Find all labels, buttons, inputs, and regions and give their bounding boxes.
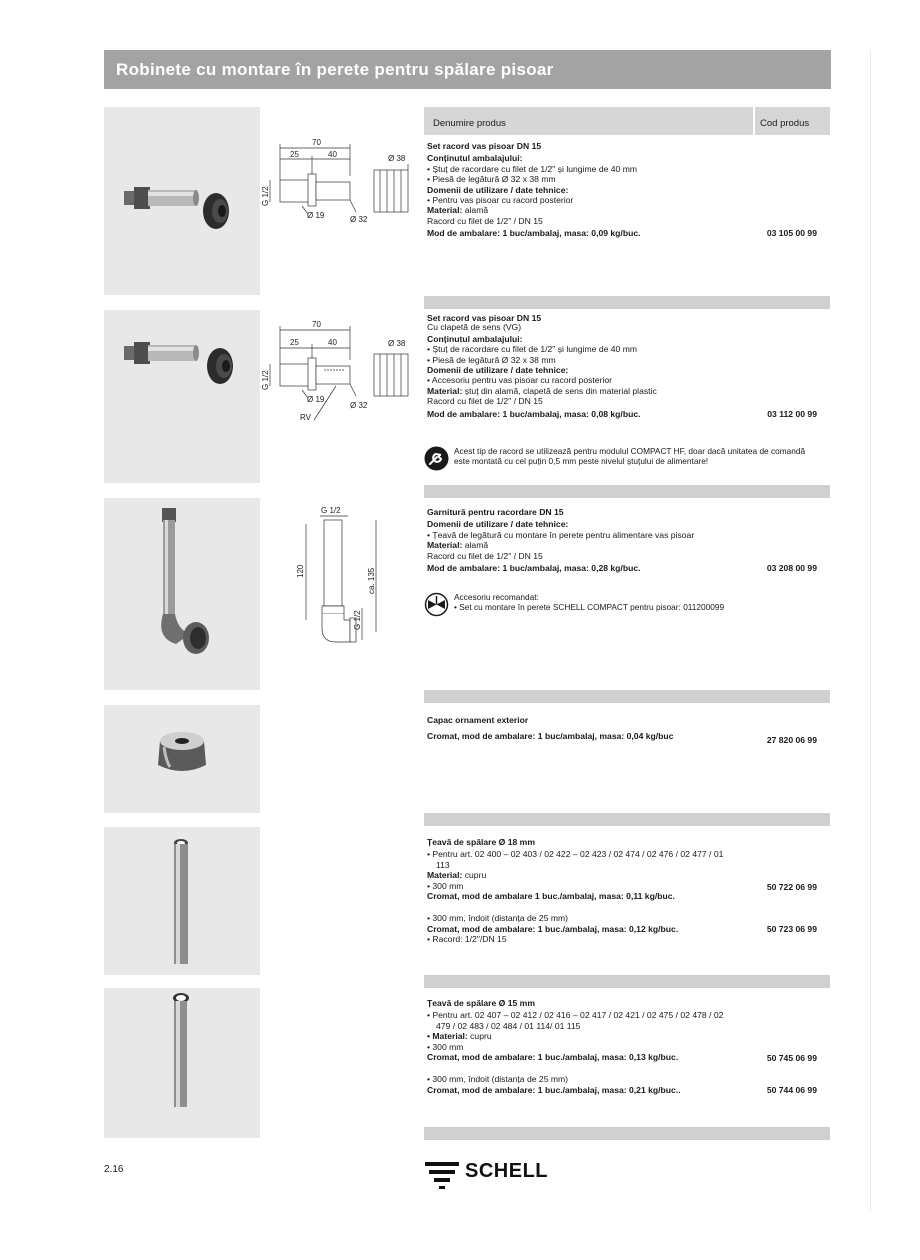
packaging-info: Cromat, mod de ambalare: 1 buc./ambalaj, masa: 0,21 kg/buc..: [427, 1084, 681, 1095]
cover-cap-photo: [104, 705, 260, 813]
dim-thread: G 1/2: [261, 186, 270, 206]
section-divider: [424, 485, 830, 498]
material-value: cupru: [462, 870, 487, 881]
thread-info: Racord cu filet de 1/2" / DN 15: [427, 550, 543, 561]
product-title: Țeavă de spălare Ø 15 mm: [427, 998, 535, 1008]
flush-pipe-18-photo: [104, 827, 260, 975]
packaging-info: Mod de ambalare: 1 buc/ambalaj, masa: 0,08 kg/buc.: [427, 408, 641, 419]
page-title: Robinete cu montare în perete pentru spălare pisoar: [116, 60, 554, 79]
product-entry-1: [427, 141, 823, 239]
product-code: 03 112 00 99: [767, 408, 817, 419]
connector-set-valve-photo: [104, 310, 260, 483]
section-divider: [424, 1127, 830, 1140]
domain-item: • Pentru vas pisoar cu racord posterior: [427, 195, 574, 206]
product-entry-6: [427, 998, 823, 1095]
product-photo-3: [104, 498, 260, 690]
packaging-row: [427, 731, 823, 746]
table-header: [424, 107, 830, 135]
material-line: [427, 540, 823, 550]
content-item: • Piesă de legătură Ø 32 x 38 mm: [427, 354, 556, 365]
compatible-articles: • Pentru art. 02 400 – 02 403 / 02 422 – 02 423 / 02 474 / 02 476 / 02 477 / 01 113: [427, 849, 724, 870]
dim-right: 40: [328, 150, 337, 159]
thread-info: Racord cu filet de 1/2" / DN 15: [427, 396, 543, 407]
dim-mid: Ø 32: [350, 215, 368, 224]
material-value: cupru: [467, 1031, 492, 1042]
technical-drawing-2: [262, 318, 417, 428]
packaging-info: Mod de ambalare: 1 buc/ambalaj, masa: 0,09 kg/buc.: [427, 228, 641, 239]
domain-label: Domenii de utilizare / date tehnice:: [427, 519, 569, 530]
domain-label: Domenii de utilizare / date tehnice:: [427, 184, 569, 195]
page-edge-rule: [870, 50, 871, 1210]
variant-length: • 300 mm, îndoit (distanța de 25 mm): [427, 913, 569, 924]
material-value: alamă: [462, 540, 489, 551]
content-item: • Ștuț de racordare cu filet de 1/2" și lungime de 40 mm: [427, 163, 638, 174]
product-photo-2: [104, 310, 260, 483]
page-number: 2.16: [104, 1164, 124, 1175]
product-code: 27 820 06 99: [766, 735, 817, 746]
variant-2: [427, 913, 823, 944]
content-label: Conținutul ambalajului:: [427, 153, 523, 164]
product-photo-6: [104, 988, 260, 1138]
product-title: Set racord vas pisoar DN 15: [427, 141, 542, 151]
accessory-text: [454, 592, 822, 612]
variant-length: • 300 mm: [427, 880, 464, 891]
packaging-info: Mod de ambalare: 1 buc/ambalaj, masa: 0,28 kg/buc.: [427, 563, 641, 574]
dim-mid: Ø 32: [350, 401, 368, 410]
dim-top: G 1/2: [321, 506, 341, 515]
dim-approx: ca. 135: [367, 567, 376, 594]
column-product-name: Denumire produs: [433, 118, 506, 129]
material-line: [427, 870, 823, 880]
thread-info: Racord cu filet de 1/2" / DN 15: [427, 215, 543, 226]
material-label: Material:: [427, 385, 463, 396]
section-divider: [424, 296, 830, 309]
dim-height: 120: [296, 564, 305, 578]
column-separator: [753, 107, 755, 135]
wrench-icon: [424, 446, 449, 471]
packaging-info: Cromat, mod de ambalare: 1 buc/ambalaj, masa: 0,04 kg/buc: [427, 731, 674, 742]
product-title: Set racord vas pisoar DN 15: [427, 313, 542, 323]
technical-drawing-1: [262, 136, 417, 231]
accessory-label: Accesoriu recomandat:: [454, 592, 539, 602]
content-item: • Piesă de legătură Ø 32 x 38 mm: [427, 174, 556, 185]
product-title: Capac ornament exterior: [427, 715, 529, 725]
schell-logo-icon: [425, 1158, 461, 1190]
dim-rv: RV: [300, 413, 311, 422]
content-label: Conținutul ambalajului:: [427, 333, 523, 344]
product-code: 50 723 06 99: [766, 924, 817, 935]
packaging-info: Cromat, mod de ambalare: 1 buc./ambalaj, masa: 0,12 kg/buc.: [427, 923, 679, 934]
variant-2: [427, 1074, 823, 1095]
packaging-row: [427, 228, 823, 238]
product-code: 50 722 06 99: [766, 881, 817, 892]
material-label: Material:: [427, 870, 463, 881]
domain-item: • Țeavă de legătură cu montare în perete pentru alimentare vas pisoar: [427, 529, 695, 540]
flush-pipe-15-photo: [104, 988, 260, 1138]
section-divider: [424, 975, 830, 988]
product-photo-5: [104, 827, 260, 975]
variant-1: [427, 1042, 823, 1063]
dim-outer: Ø 38: [388, 339, 406, 348]
product-entry-4: [427, 715, 823, 746]
product-code: 03 105 00 99: [766, 228, 817, 239]
domain-item: • Accesoriu pentru vas pisoar cu racord posterior: [427, 375, 612, 386]
dim-left: 25: [290, 338, 299, 347]
product-entry-3: [427, 507, 823, 573]
section-divider: [424, 690, 830, 703]
dim-thread: G 1/2: [353, 610, 362, 630]
content-item: • Ștuț de racordare cu filet de 1/2" și lungime de 40 mm: [427, 344, 638, 355]
accessory-description: • Set cu montare în perete SCHELL COMPACT pentru pisoar:: [454, 602, 684, 613]
variant-connection: • Racord: 1/2"/DN 15: [427, 934, 507, 945]
product-subtitle: Cu clapetă de sens (VG): [427, 322, 522, 333]
packaging-info: Cromat, mod de ambalare: 1 buc./ambalaj, masa: 0,13 kg/buc.: [427, 1052, 679, 1063]
material-line: [427, 205, 823, 215]
material-label: Material:: [427, 540, 463, 551]
product-entry-2: [427, 313, 823, 419]
product-photo-1: [104, 107, 260, 295]
dim-outer: Ø 38: [388, 154, 406, 163]
packaging-row: [427, 563, 823, 573]
note-text: Acest tip de racord se utilizează pentru modulul COMPACT HF, doar dacă unitatea de comandă este montată cu cel puțin 0,5 mm peste nivelul ștuțului de alimentare!: [454, 446, 806, 467]
packaging-info: Cromat, mod de ambalare 1 buc./ambalaj, masa: 0,11 kg/buc.: [427, 891, 675, 902]
product-title: Țeavă de spălare Ø 18 mm: [427, 837, 535, 847]
connector-set-photo: [104, 107, 260, 295]
brand-name: SCHELL: [465, 1160, 548, 1182]
product-code: 03 208 00 99: [766, 563, 817, 574]
column-product-code: Cod produs: [760, 118, 810, 129]
product-code: 50 744 06 99: [766, 1085, 817, 1096]
material-value: ștuț din alamă, clapetă de sens din material plastic: [462, 385, 657, 396]
product-photo-4: [104, 705, 260, 813]
dim-small: Ø 19: [307, 211, 325, 220]
variant-1: [427, 881, 823, 902]
spacer: [427, 901, 823, 913]
product-entry-5: [427, 837, 823, 945]
material-label: • Material:: [427, 1031, 468, 1042]
product-title: Garnitură pentru racordare DN 15: [427, 507, 564, 517]
variant-length: • 300 mm: [427, 1041, 464, 1052]
dim-right: 40: [328, 338, 337, 347]
material-line: [427, 386, 823, 396]
material-label: Material:: [427, 205, 463, 216]
connection-pipe-photo: [104, 498, 260, 690]
brand-logo: [425, 1158, 565, 1190]
dim-small: Ø 19: [307, 395, 325, 404]
page-header: [104, 50, 831, 89]
dim-total: 70: [312, 320, 321, 329]
dim-thread: G 1/2: [261, 370, 270, 390]
dim-left: 25: [290, 150, 299, 159]
spacer: [427, 1062, 823, 1074]
accessory-code: 011200099: [683, 602, 725, 613]
variant-length: • 300 mm, îndoit (distanța de 25 mm): [427, 1074, 569, 1085]
material-line: [427, 1031, 823, 1041]
section-divider: [424, 813, 830, 826]
material-value: alamă: [462, 205, 489, 216]
dim-total: 70: [312, 138, 321, 147]
compatible-articles: • Pentru art. 02 407 – 02 412 / 02 416 – 02 417 / 02 421 / 02 475 / 02 478 / 02 479 / 02 483 / 02 484 / 01 114/ 01 115: [427, 1010, 724, 1031]
technical-drawing-3: [292, 502, 392, 642]
domain-label: Domenii de utilizare / date tehnice:: [427, 365, 569, 376]
packaging-row: [427, 409, 823, 419]
product-code: 50 745 06 99: [766, 1052, 817, 1063]
valve-icon: [424, 592, 449, 617]
